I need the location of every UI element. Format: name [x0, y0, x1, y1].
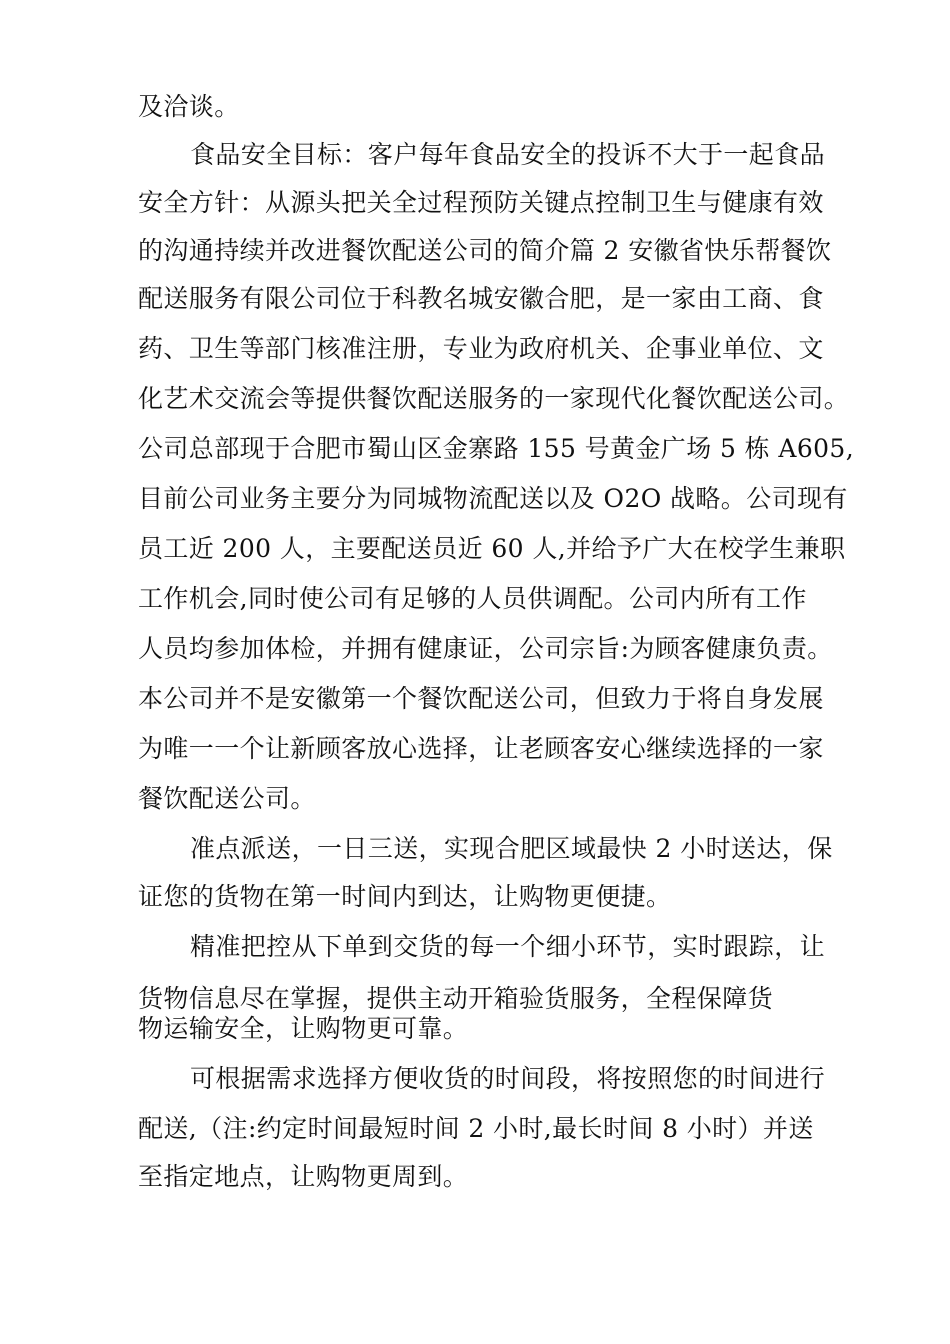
text-line: 人员均参加体检，并拥有健康证，公司宗旨:为顾客健康负责。 [138, 634, 833, 663]
text-line: 精准把控从下单到交货的每一个细小环节，实时跟踪，让 [190, 932, 826, 961]
text-line: 物运输安全，让购物更可靠。 [138, 1014, 469, 1043]
text-line: 的沟通持续并改进餐饮配送公司的简介篇 2 安徽省快乐帮餐饮 [138, 236, 832, 265]
text-line: 可根据需求选择方便收货的时间段，将按照您的时间进行 [190, 1064, 826, 1093]
text-line: 本公司并不是安徽第一个餐饮配送公司，但致力于将自身发展 [138, 684, 824, 713]
text-line: 食品安全目标：客户每年食品安全的投诉不大于一起食品 [190, 140, 826, 169]
text-line: 配送,（注:约定时间最短时间 2 小时,最长时间 8 小时）并送 [138, 1114, 814, 1143]
text-line: 药、卫生等部门核准注册，专业为政府机关、企事业单位、文 [138, 334, 824, 363]
text-line: 为唯一一个让新顾客放心选择，让老顾客安心继续选择的一家 [138, 734, 824, 763]
text-line: 至指定地点，让购物更周到。 [138, 1162, 469, 1191]
text-line: 工作机会,同时使公司有足够的人员供调配。公司内所有工作 [138, 584, 807, 613]
text-line: 货物信息尽在掌握，提供主动开箱验货服务，全程保障货 [138, 984, 774, 1013]
text-line: 餐饮配送公司。 [138, 784, 316, 813]
text-line: 配送服务有限公司位于科教名城安徽合肥，是一家由工商、食 [138, 284, 824, 313]
text-line: 员工近 200 人，主要配送员近 60 人,并给予广大在校学生兼职 [138, 534, 846, 563]
text-line: 化艺术交流会等提供餐饮配送服务的一家现代化餐饮配送公司。 [138, 384, 850, 413]
text-line: 准点派送，一日三送，实现合肥区域最快 2 小时送达，保 [190, 834, 833, 863]
text-line: 及洽谈。 [138, 92, 240, 121]
text-line: 公司总部现于合肥市蜀山区金寨路 155 号黄金广场 5 栋 A605, [138, 434, 855, 463]
text-line: 证您的货物在第一时间内到达，让购物更便捷。 [138, 882, 672, 911]
text-line: 目前公司业务主要分为同城物流配送以及 O2O 战略。公司现有 [138, 484, 848, 513]
text-line: 安全方针：从源头把关全过程预防关键点控制卫生与健康有效 [138, 188, 824, 217]
